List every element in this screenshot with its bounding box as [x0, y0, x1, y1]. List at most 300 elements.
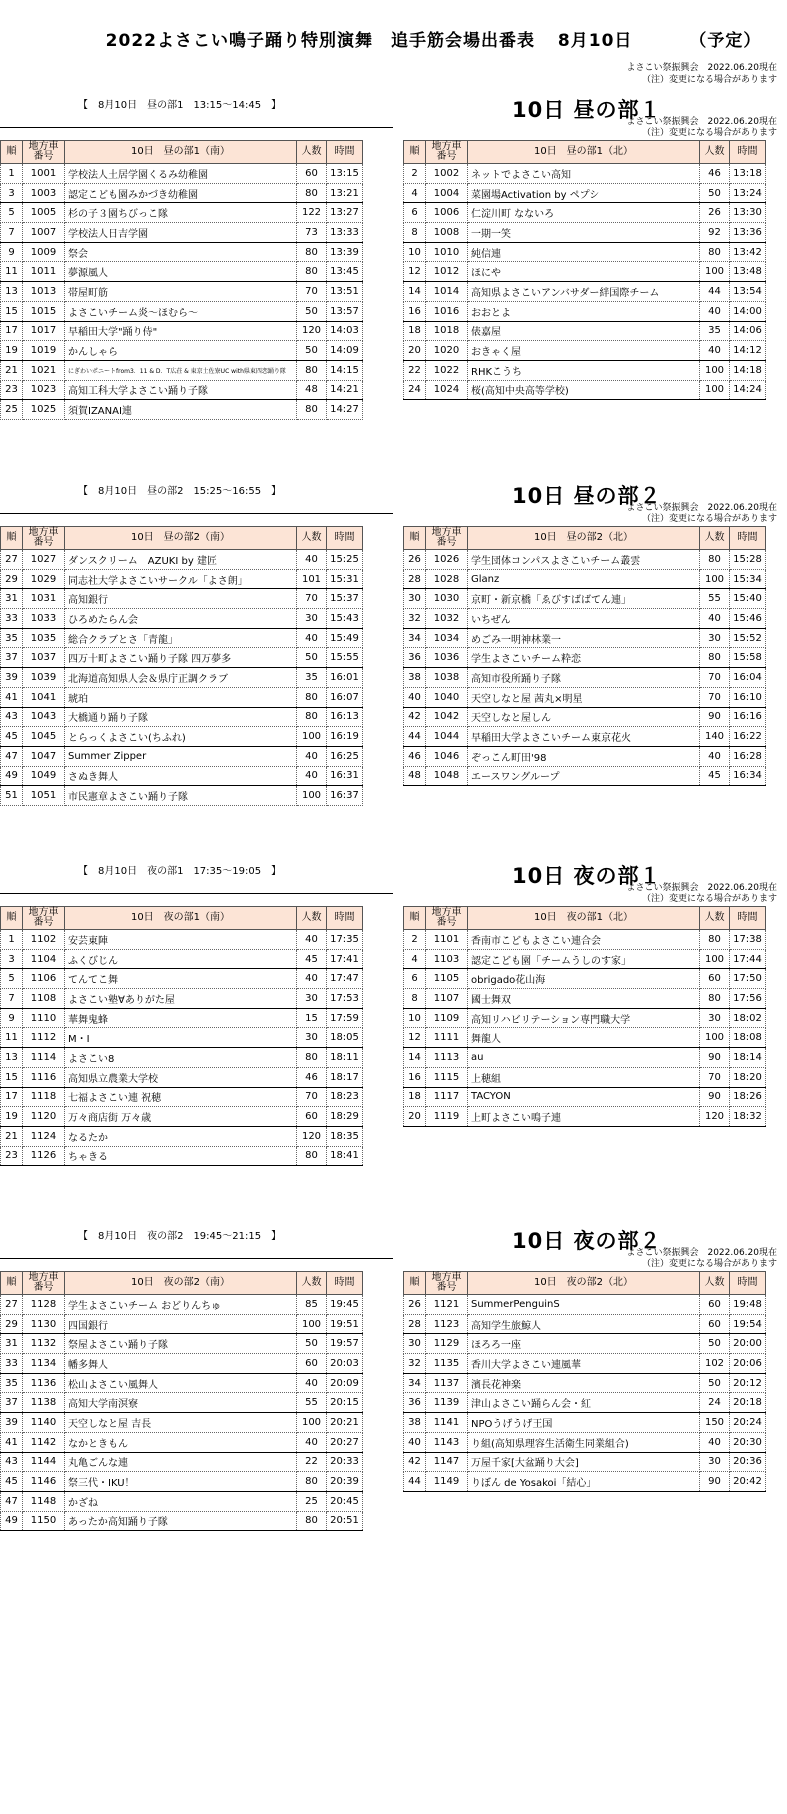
cell-order: 31	[1, 589, 23, 609]
cell-time: 18:20	[730, 1067, 766, 1087]
table-row	[1, 1393, 363, 1413]
cell-car-number: 1142	[23, 1432, 65, 1452]
cell-team-name: 高知大学南溟寮	[65, 1393, 297, 1413]
header-chiho-line2: 番号	[436, 537, 457, 548]
section-note-caution: （注）変更になる場合があります	[641, 128, 777, 138]
cell-members: 40	[700, 609, 730, 629]
cell-order: 40	[404, 687, 426, 707]
cell-team-name: 國士舞双	[468, 989, 700, 1009]
section-note	[626, 883, 777, 905]
cell-time: 14:12	[730, 341, 766, 361]
cell-order: 40	[404, 1432, 426, 1452]
header-chiho	[23, 1272, 65, 1295]
table-row	[404, 380, 766, 400]
cell-team-name: ちゃきる	[65, 1146, 297, 1166]
cell-order: 28	[404, 1314, 426, 1334]
header-jikan: 時間	[327, 141, 363, 164]
cell-time: 19:48	[730, 1295, 766, 1315]
cell-members: 30	[297, 609, 327, 629]
cell-time: 13:48	[730, 262, 766, 282]
cell-team-name: よさこい8	[65, 1048, 297, 1068]
cell-team-name: 菜園場Activation by ペプシ	[468, 183, 700, 203]
cell-car-number: 1051	[23, 786, 65, 806]
table-row	[404, 1373, 766, 1393]
cell-car-number: 1043	[23, 707, 65, 727]
cell-car-number: 1108	[23, 989, 65, 1009]
cell-members: 120	[297, 1126, 327, 1146]
cell-order: 35	[1, 628, 23, 648]
cell-members: 92	[700, 223, 730, 243]
cell-time: 17:59	[327, 1008, 363, 1028]
cell-car-number: 1022	[426, 360, 468, 380]
cell-members: 85	[297, 1295, 327, 1315]
cell-car-number: 1118	[23, 1087, 65, 1107]
table-row	[404, 1314, 766, 1334]
cell-time: 16:31	[327, 766, 363, 786]
cell-time: 13:15	[327, 164, 363, 184]
table-row	[404, 262, 766, 282]
cell-time: 20:36	[730, 1452, 766, 1472]
cell-car-number: 1047	[23, 746, 65, 766]
cell-members: 80	[297, 707, 327, 727]
cell-car-number: 1041	[23, 687, 65, 707]
cell-car-number: 1010	[426, 242, 468, 262]
cell-members: 60	[297, 1107, 327, 1127]
section-note-caution: （注）変更になる場合があります	[641, 514, 777, 524]
cell-team-name: あったか高知踊り子隊	[65, 1511, 297, 1531]
table-row	[404, 589, 766, 609]
cell-team-name: 琥珀	[65, 687, 297, 707]
cell-time: 20:27	[327, 1432, 363, 1452]
cell-team-name: 学生よさこいチーム粋恋	[468, 648, 700, 668]
section-heading: 【 8月10日 昼の部2 15:25～16:55 】	[78, 486, 282, 497]
cell-order: 25	[1, 400, 23, 420]
cell-time: 14:18	[730, 360, 766, 380]
table-row	[1, 1295, 363, 1315]
cell-members: 30	[297, 1028, 327, 1048]
cell-order: 36	[404, 648, 426, 668]
table-row	[404, 1048, 766, 1068]
cell-order: 18	[404, 1087, 426, 1107]
cell-team-name: obrigado花山海	[468, 969, 700, 989]
cell-order: 14	[404, 282, 426, 302]
cell-team-name: 七福よさこい連 祝穂	[65, 1087, 297, 1107]
cell-team-name: 祭屋よさこい踊り子隊	[65, 1334, 297, 1354]
top-note	[626, 62, 777, 86]
table-row	[1, 400, 363, 420]
cell-team-name: 津山よさこい踊らん会・紅	[468, 1393, 700, 1413]
cell-members: 46	[297, 1067, 327, 1087]
cell-time: 20:33	[327, 1452, 363, 1472]
cell-time: 14:03	[327, 321, 363, 341]
cell-order: 6	[404, 203, 426, 223]
cell-time: 18:35	[327, 1126, 363, 1146]
header-jikan: 時間	[327, 907, 363, 930]
cell-team-name: 学生団体コンパスよさこいチーム叢雲	[468, 550, 700, 570]
cell-car-number: 1102	[23, 930, 65, 950]
cell-members: 40	[297, 766, 327, 786]
cell-car-number: 1103	[426, 949, 468, 969]
cell-order: 15	[1, 301, 23, 321]
cell-car-number: 1013	[23, 282, 65, 302]
cell-order: 41	[1, 687, 23, 707]
cell-time: 18:02	[730, 1008, 766, 1028]
table-row	[1, 1472, 363, 1492]
cell-members: 70	[700, 668, 730, 688]
cell-time: 18:29	[327, 1107, 363, 1127]
table-row	[404, 321, 766, 341]
cell-order: 22	[404, 360, 426, 380]
section-note-caution: （注）変更になる場合があります	[641, 894, 777, 904]
cell-team-name: ネットでよさこい高知	[468, 164, 700, 184]
cell-order: 29	[1, 1314, 23, 1334]
cell-members: 50	[700, 183, 730, 203]
cell-members: 90	[700, 1087, 730, 1107]
cell-car-number: 1030	[426, 589, 468, 609]
cell-time: 14:21	[327, 380, 363, 400]
cell-team-name: エースワングループ	[468, 766, 700, 786]
cell-time: 19:54	[730, 1314, 766, 1334]
cell-time: 14:24	[730, 380, 766, 400]
header-ninzu: 人数	[700, 527, 730, 550]
cell-members: 55	[297, 1393, 327, 1413]
cell-time: 20:45	[327, 1491, 363, 1511]
table-row	[1, 1028, 363, 1048]
cell-time: 13:33	[327, 223, 363, 243]
cell-order: 46	[404, 746, 426, 766]
cell-car-number: 1130	[23, 1314, 65, 1334]
table-row	[1, 550, 363, 570]
cell-members: 80	[700, 930, 730, 950]
cell-team-name: 総合クラブとさ「青龍」	[65, 628, 297, 648]
cell-time: 15:46	[730, 609, 766, 629]
cell-car-number: 1117	[426, 1087, 468, 1107]
cell-order: 32	[404, 1354, 426, 1374]
cell-order: 11	[1, 262, 23, 282]
cell-order: 33	[1, 609, 23, 629]
cell-time: 15:31	[327, 569, 363, 589]
cell-team-name: 濱長花神楽	[468, 1373, 700, 1393]
cell-order: 5	[1, 969, 23, 989]
cell-team-name: おきゃく屋	[468, 341, 700, 361]
cell-team-name: 松山よさこい風舞人	[65, 1373, 297, 1393]
section-note-org: よさこい祭振興会 2022.06.20現在	[626, 1248, 777, 1258]
cell-order: 12	[404, 262, 426, 282]
section-big-title: 10日 昼の部１	[512, 98, 662, 122]
header-jikan: 時間	[327, 1272, 363, 1295]
table-row	[1, 1126, 363, 1146]
header-jun: 順	[404, 527, 426, 550]
cell-team-name: NPOうげうげ王国	[468, 1413, 700, 1433]
cell-members: 120	[700, 1107, 730, 1127]
cell-team-name: 杉の子３園ちびっこ隊	[65, 203, 297, 223]
schedule-table-left	[0, 140, 363, 420]
cell-car-number: 1020	[426, 341, 468, 361]
header-chiho-line2: 番号	[33, 151, 54, 162]
header-ninzu: 人数	[700, 1272, 730, 1295]
header-chiho	[23, 907, 65, 930]
table-row	[1, 1087, 363, 1107]
cell-order: 34	[404, 1373, 426, 1393]
cell-time: 20:51	[327, 1511, 363, 1531]
header-chiho-line2: 番号	[33, 537, 54, 548]
header-team-title: 10日 夜の部1（南）	[65, 907, 297, 930]
cell-time: 15:37	[327, 589, 363, 609]
cell-car-number: 1107	[426, 989, 468, 1009]
cell-car-number: 1032	[426, 609, 468, 629]
header-team-title: 10日 昼の部2（北）	[468, 527, 700, 550]
cell-time: 14:06	[730, 321, 766, 341]
cell-order: 27	[1, 550, 23, 570]
table-row	[404, 707, 766, 727]
cell-team-name: RHKこうち	[468, 360, 700, 380]
cell-team-name: TACYON	[468, 1087, 700, 1107]
header-team-title: 10日 夜の部2（北）	[468, 1272, 700, 1295]
header-chiho-line1: 地方車	[431, 907, 462, 918]
section-divider	[0, 893, 393, 894]
cell-time: 20:24	[730, 1413, 766, 1433]
cell-car-number: 1019	[23, 341, 65, 361]
cell-car-number: 1121	[426, 1295, 468, 1315]
cell-time: 14:09	[327, 341, 363, 361]
cell-car-number: 1137	[426, 1373, 468, 1393]
schedule-table-right	[403, 906, 766, 1127]
cell-team-name: 丸亀ごんな連	[65, 1452, 297, 1472]
cell-order: 10	[404, 1008, 426, 1028]
cell-time: 20:18	[730, 1393, 766, 1413]
table-row	[404, 203, 766, 223]
cell-car-number: 1016	[426, 301, 468, 321]
cell-car-number: 1046	[426, 746, 468, 766]
section-big-title: 10日 夜の部１	[512, 864, 662, 888]
cell-car-number: 1048	[426, 766, 468, 786]
cell-order: 11	[1, 1028, 23, 1048]
cell-members: 90	[700, 1048, 730, 1068]
cell-team-name: 香川大学よさこい連風華	[468, 1354, 700, 1374]
cell-time: 15:40	[730, 589, 766, 609]
cell-members: 40	[297, 628, 327, 648]
table-row	[1, 687, 363, 707]
cell-team-name: ほろろ一座	[468, 1334, 700, 1354]
cell-order: 21	[1, 1126, 23, 1146]
header-ninzu: 人数	[297, 527, 327, 550]
cell-order: 47	[1, 746, 23, 766]
cell-team-name: 仁淀川町 なないろ	[468, 203, 700, 223]
cell-team-name: 同志社大学よさこいサークル「よさ朗」	[65, 569, 297, 589]
cell-order: 38	[404, 668, 426, 688]
cell-time: 16:22	[730, 727, 766, 747]
cell-time: 19:45	[327, 1295, 363, 1315]
table-row	[1, 242, 363, 262]
cell-order: 28	[404, 569, 426, 589]
cell-time: 14:15	[327, 360, 363, 380]
cell-team-name: 認定こども園みかづき幼稚園	[65, 183, 297, 203]
cell-team-name: 桜(高知中央高等学校)	[468, 380, 700, 400]
cell-time: 15:52	[730, 628, 766, 648]
table-header-row	[1, 1272, 363, 1295]
cell-team-name: 祭会	[65, 242, 297, 262]
header-team-title: 10日 昼の部2（南）	[65, 527, 297, 550]
cell-time: 13:30	[730, 203, 766, 223]
table-row	[1, 164, 363, 184]
cell-time: 15:25	[327, 550, 363, 570]
cell-car-number: 1123	[426, 1314, 468, 1334]
table-row	[1, 707, 363, 727]
table-row	[404, 183, 766, 203]
table-row	[404, 360, 766, 380]
table-row	[1, 1373, 363, 1393]
cell-order: 3	[1, 949, 23, 969]
cell-members: 40	[297, 550, 327, 570]
section-note-org: よさこい祭振興会 2022.06.20現在	[626, 117, 777, 127]
cell-team-name: 万屋千家[大盆踊り大会]	[468, 1452, 700, 1472]
cell-members: 70	[297, 1087, 327, 1107]
table-row	[1, 1008, 363, 1028]
schedule-table-right	[403, 140, 766, 400]
cell-order: 24	[404, 380, 426, 400]
cell-time: 16:37	[327, 786, 363, 806]
header-chiho-line1: 地方車	[28, 141, 59, 152]
cell-car-number: 1027	[23, 550, 65, 570]
table-row	[1, 1067, 363, 1087]
cell-team-name: よさこいチーム炎～ほむら～	[65, 301, 297, 321]
table-row	[404, 609, 766, 629]
cell-team-name: 幡多舞人	[65, 1354, 297, 1374]
cell-car-number: 1015	[23, 301, 65, 321]
cell-order: 44	[404, 1472, 426, 1492]
table-row	[1, 1432, 363, 1452]
cell-members: 40	[297, 1432, 327, 1452]
cell-members: 100	[700, 949, 730, 969]
table-row	[404, 668, 766, 688]
cell-team-name: 上穂組	[468, 1067, 700, 1087]
cell-team-name: 四万十町よさこい踊り子隊 四万夢多	[65, 648, 297, 668]
cell-time: 18:23	[327, 1087, 363, 1107]
cell-time: 13:39	[327, 242, 363, 262]
table-row	[404, 1432, 766, 1452]
table-row	[404, 164, 766, 184]
cell-members: 15	[297, 1008, 327, 1028]
cell-members: 100	[700, 380, 730, 400]
cell-members: 46	[700, 164, 730, 184]
cell-car-number: 1134	[23, 1354, 65, 1374]
cell-car-number: 1126	[23, 1146, 65, 1166]
cell-car-number: 1139	[426, 1393, 468, 1413]
table-row	[1, 668, 363, 688]
cell-members: 101	[297, 569, 327, 589]
header-chiho-line2: 番号	[436, 151, 457, 162]
cell-order: 10	[404, 242, 426, 262]
table-row	[404, 242, 766, 262]
cell-team-name: 高知県立農業大学校	[65, 1067, 297, 1087]
cell-car-number: 1005	[23, 203, 65, 223]
section-divider	[0, 1258, 393, 1259]
cell-team-name: り組(高知県理容生活衛生同業組合)	[468, 1432, 700, 1452]
cell-car-number: 1018	[426, 321, 468, 341]
table-row	[1, 930, 363, 950]
cell-members: 80	[297, 687, 327, 707]
cell-order: 49	[1, 1511, 23, 1531]
cell-order: 19	[1, 1107, 23, 1127]
cell-car-number: 1149	[426, 1472, 468, 1492]
cell-car-number: 1147	[426, 1452, 468, 1472]
cell-team-name: てんてこ舞	[65, 969, 297, 989]
cell-car-number: 1143	[426, 1432, 468, 1452]
table-row	[1, 1314, 363, 1334]
cell-order: 29	[1, 569, 23, 589]
header-chiho	[426, 527, 468, 550]
cell-team-name: ひろめたらん会	[65, 609, 297, 629]
cell-members: 26	[700, 203, 730, 223]
cell-car-number: 1040	[426, 687, 468, 707]
cell-order: 8	[404, 223, 426, 243]
cell-members: 24	[700, 1393, 730, 1413]
cell-order: 1	[1, 164, 23, 184]
cell-time: 16:16	[730, 707, 766, 727]
cell-team-name: M・I	[65, 1028, 297, 1048]
cell-members: 80	[297, 400, 327, 420]
cell-team-name: 大橋通り踊り子隊	[65, 707, 297, 727]
cell-members: 120	[297, 321, 327, 341]
document-title	[0, 26, 787, 51]
cell-members: 45	[297, 949, 327, 969]
cell-team-name: Summer Zipper	[65, 746, 297, 766]
cell-order: 17	[1, 1087, 23, 1107]
cell-members: 25	[297, 1491, 327, 1511]
cell-team-name: かざね	[65, 1491, 297, 1511]
table-row	[1, 1511, 363, 1531]
cell-team-name: 祭三代・IKU！	[65, 1472, 297, 1492]
table-row	[404, 766, 766, 786]
table-row	[1, 282, 363, 302]
cell-members: 80	[700, 550, 730, 570]
cell-members: 60	[297, 1354, 327, 1374]
header-ninzu: 人数	[700, 907, 730, 930]
cell-time: 18:08	[730, 1028, 766, 1048]
cell-team-name: 早稲田大学"踊り侍"	[65, 321, 297, 341]
cell-team-name: 学校法人土居学園くるみ幼稚園	[65, 164, 297, 184]
cell-members: 60	[700, 1314, 730, 1334]
cell-time: 13:36	[730, 223, 766, 243]
cell-car-number: 1049	[23, 766, 65, 786]
cell-time: 17:50	[730, 969, 766, 989]
table-row	[404, 1008, 766, 1028]
cell-car-number: 1148	[23, 1491, 65, 1511]
cell-order: 13	[1, 1048, 23, 1068]
schedule-table-left	[0, 1271, 363, 1531]
cell-time: 18:11	[327, 1048, 363, 1068]
table-row	[1, 1354, 363, 1374]
cell-members: 40	[700, 301, 730, 321]
header-jun: 順	[1, 527, 23, 550]
cell-time: 17:44	[730, 949, 766, 969]
cell-time: 13:18	[730, 164, 766, 184]
header-ninzu: 人数	[297, 141, 327, 164]
section-note-org: よさこい祭振興会 2022.06.20現在	[626, 883, 777, 893]
cell-members: 122	[297, 203, 327, 223]
cell-time: 13:51	[327, 282, 363, 302]
cell-team-name: とらっくよさこい(ちふれ)	[65, 727, 297, 747]
cell-team-name: 舞龍人	[468, 1028, 700, 1048]
cell-team-name: Glanz	[468, 569, 700, 589]
cell-members: 80	[297, 1146, 327, 1166]
cell-members: 90	[700, 1472, 730, 1492]
cell-time: 16:28	[730, 746, 766, 766]
cell-car-number: 1017	[23, 321, 65, 341]
cell-car-number: 1001	[23, 164, 65, 184]
cell-members: 80	[700, 242, 730, 262]
cell-car-number: 1033	[23, 609, 65, 629]
